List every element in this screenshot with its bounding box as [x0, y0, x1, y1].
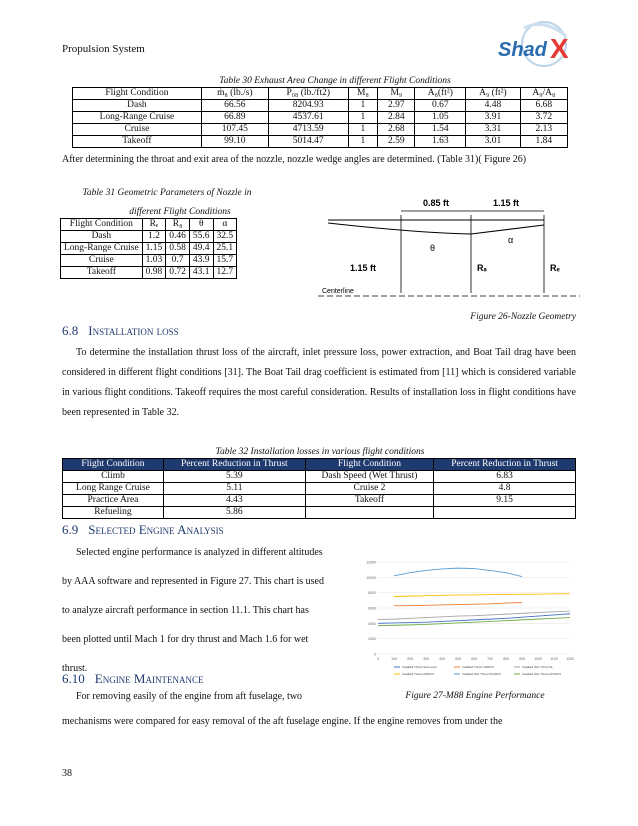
table32-cell: Long Range Cruise [63, 483, 164, 495]
series-line [394, 568, 522, 576]
table30-cell: 1 [348, 112, 378, 124]
table31-header-cell: Flight Condition [61, 219, 143, 231]
figure26-caption: Figure 26-Nozzle Geometry [470, 312, 576, 322]
table30 [72, 87, 568, 148]
table31-cell: 0.58 [166, 243, 190, 255]
x-tick-label: 800 [503, 657, 509, 661]
table31-cell: 0.72 [166, 267, 190, 279]
table30-header-cell: A₈(ft²) [415, 88, 466, 100]
table31 [60, 218, 237, 279]
table30-cell: 3.31 [466, 124, 520, 136]
x-tick-label: 200 [407, 657, 413, 661]
table30-cell: Takeoff [73, 136, 202, 148]
table31-cell: 1.2 [142, 231, 166, 243]
x-tick-label: 1200 [566, 657, 574, 661]
y-tick-label: 2000 [368, 637, 376, 642]
svg-text:X: X [550, 33, 569, 64]
table31-cell: 43.9 [189, 255, 213, 267]
table31-cell: Long-Range Cruise [61, 243, 143, 255]
table32-cell: 6.83 [434, 471, 576, 483]
para-line: by AAA software and represented in Figure 27. This chart is used [62, 576, 324, 587]
legend-label: Installed Wet Thrust 30,000 ft [462, 672, 502, 676]
x-tick-label: 300 [423, 657, 429, 661]
table30-cell: 66.89 [201, 112, 268, 124]
re-label: Rₑ [550, 263, 560, 273]
table32-cell: Practice Area [63, 495, 164, 507]
table31-row [61, 243, 237, 255]
table32-cell: 5.86 [163, 507, 305, 519]
paragraph-table31-intro: After determining the throat and exit area of the nozzle, nozzle wedge angles are determined. (Table 31)( Figure 26) [62, 154, 527, 165]
table30-row [73, 124, 568, 136]
para-line: been plotted until Mach 1 for dry thrust and Mach 1.6 for wet [62, 634, 309, 645]
table32-cell: Dash Speed (Wet Thrust) [305, 471, 433, 483]
table31-cell: 0.46 [166, 231, 190, 243]
table30-caption: Table 30 Exhaust Area Change in different Flight Conditions [219, 76, 451, 86]
shadx-logo [494, 16, 576, 76]
centerline-label: Centerline [322, 288, 354, 295]
y-tick-label: 8000 [368, 591, 376, 596]
table30-cell: Dash [73, 100, 202, 112]
table30-cell: 99.10 [201, 136, 268, 148]
x-tick-label: 900 [519, 657, 525, 661]
table31-header-cell: Rₑ [142, 219, 166, 231]
table31-header-cell: R₈ [166, 219, 190, 231]
table31-cell: Takeoff [61, 267, 143, 279]
table30-cell: 6.68 [520, 100, 567, 112]
series-line [394, 603, 522, 606]
table30-header-cell: P₀₈ (lb./ft2) [268, 88, 348, 100]
y-tick-label: 4000 [368, 621, 376, 626]
table30-header-row [73, 88, 568, 100]
table30-cell: 1 [348, 100, 378, 112]
table30-cell: 1.05 [415, 112, 466, 124]
table32-cell: 4.8 [434, 483, 576, 495]
para-line: Selected engine performance is analyzed in different altitudes [76, 547, 323, 558]
legend-label: Installed Wet Thrust 40,000 ft [522, 672, 562, 676]
para-line: to analyze aircraft performance in section 11.1. This chart has [62, 605, 309, 616]
table31-caption-line2: different Flight Conditions [129, 207, 231, 217]
table32 [62, 458, 576, 519]
x-tick-label: 600 [471, 657, 477, 661]
table31-cell: 32.5 [213, 231, 237, 243]
table31-cell: Dash [61, 231, 143, 243]
paragraph-engine-analysis [62, 543, 348, 679]
table32-row [63, 483, 576, 495]
table32-header-cell: Flight Condition [305, 459, 433, 471]
running-header: Propulsion System [62, 43, 145, 55]
paragraph-maintenance-line2: mechanisms were compared for easy removal of the aft fuselage engine. If the engine removes from under the [62, 716, 503, 727]
table30-header-cell: M₈ [348, 88, 378, 100]
rs-label: Rₛ [477, 263, 487, 273]
table31-cell: 55.6 [189, 231, 213, 243]
table30-cell: Cruise [73, 124, 202, 136]
table30-row [73, 100, 568, 112]
section-number: 6.8 [62, 323, 79, 338]
engine-performance-chart [358, 556, 576, 686]
x-tick-label: 1000 [534, 657, 542, 661]
table32-header-cell: Percent Reduction in Thrust [434, 459, 576, 471]
table31-cell: 25.1 [213, 243, 237, 255]
table32-cell: 9.15 [434, 495, 576, 507]
table30-row [73, 136, 568, 148]
table30-cell: 3.72 [520, 112, 567, 124]
table30-header-cell: A₉ (ft²) [466, 88, 520, 100]
table30-cell: 66.56 [201, 100, 268, 112]
dim-label-1: 0.85 ft [422, 198, 450, 208]
section-6-9-heading [62, 522, 224, 538]
table32-cell: 5.11 [163, 483, 305, 495]
table30-header-cell: A₉/A₈ [520, 88, 567, 100]
table30-cell: 3.01 [466, 136, 520, 148]
table30-cell: 2.84 [378, 112, 415, 124]
alpha-label: α [508, 235, 514, 245]
table30-cell: 107.45 [201, 124, 268, 136]
x-tick-label: 100 [391, 657, 397, 661]
table31-row [61, 267, 237, 279]
section-6-8-heading [62, 323, 179, 339]
legend-label: Installed Thrust 10000 ft [462, 665, 495, 669]
x-tick-label: 400 [439, 657, 445, 661]
table30-cell: 3.91 [466, 112, 520, 124]
table31-cell: 1.15 [142, 243, 166, 255]
series-line [378, 611, 570, 619]
table30-header-cell: ṁ₈ (lb./s) [201, 88, 268, 100]
table31-cell: 0.98 [142, 267, 166, 279]
dim-label-2: 1.15 ft [492, 198, 520, 208]
table30-cell: Long-Range Cruise [73, 112, 202, 124]
section-title: Installation loss [88, 323, 179, 338]
table31-cell: 49.4 [189, 243, 213, 255]
table32-cell: Refueling [63, 507, 164, 519]
table32-cell [305, 507, 433, 519]
x-tick-label: 700 [487, 657, 493, 661]
figure27-caption: Figure 27-M88 Engine Performance [405, 691, 545, 701]
table30-cell: 2.13 [520, 124, 567, 136]
table30-cell: 1.63 [415, 136, 466, 148]
table31-header-cell: α [213, 219, 237, 231]
page-number: 38 [62, 768, 72, 779]
y-tick-label: 0 [374, 652, 376, 657]
table30-header-cell: Flight Condition [73, 88, 202, 100]
section-title: Engine Maintenance [94, 671, 204, 686]
table30-cell: 2.97 [378, 100, 415, 112]
table31-caption-line1: Table 31 Geometric Parameters of Nozzle in [82, 188, 252, 198]
table31-cell: 43.1 [189, 267, 213, 279]
table32-caption: Table 32 Installation losses in various flight conditions [215, 447, 425, 457]
table30-cell: 8204.93 [268, 100, 348, 112]
table32-cell: 5.39 [163, 471, 305, 483]
theta-label: θ [430, 243, 436, 253]
table30-cell: 4713.59 [268, 124, 348, 136]
table32-cell: Climb [63, 471, 164, 483]
nozzle-geometry-figure [318, 193, 580, 305]
series-line [394, 594, 570, 597]
table30-row [73, 112, 568, 124]
table30-cell: 1.54 [415, 124, 466, 136]
legend-label: Installed Wet Thrust SL [522, 665, 554, 669]
section-title: Selected Engine Analysis [88, 522, 224, 537]
paragraph-maintenance-line1: For removing easily of the engine from aft fuselage, two [76, 691, 303, 702]
table30-header-cell: M₉ [378, 88, 415, 100]
section-number: 6.9 [62, 522, 79, 537]
table30-cell: 1 [348, 124, 378, 136]
table31-cell: 1.03 [142, 255, 166, 267]
table32-cell: Cruise 2 [305, 483, 433, 495]
table30-cell: 0.67 [415, 100, 466, 112]
x-tick-label: 500 [455, 657, 461, 661]
y-tick-label: 10000 [366, 575, 376, 580]
para-line: thrust. [62, 663, 88, 674]
table30-cell: 2.59 [378, 136, 415, 148]
table32-row [63, 507, 576, 519]
table31-cell: Cruise [61, 255, 143, 267]
table32-header-cell: Flight Condition [63, 459, 164, 471]
svg-text:Shad: Shad [498, 39, 547, 61]
section-number: 6.10 [62, 671, 85, 686]
table31-cell: 15.7 [213, 255, 237, 267]
table31-cell: 12.7 [213, 267, 237, 279]
table32-header-row [63, 459, 576, 471]
table32-header-cell: Percent Reduction in Thrust [163, 459, 305, 471]
table30-cell: 2.68 [378, 124, 415, 136]
dim-label-3: 1.15 ft [349, 263, 377, 273]
legend-label: Installed Thrust Sea Level [402, 665, 437, 669]
table31-row [61, 231, 237, 243]
table31-row [61, 255, 237, 267]
table32-cell: Takeoff [305, 495, 433, 507]
table30-cell: 4537.61 [268, 112, 348, 124]
table30-cell: 5014.47 [268, 136, 348, 148]
table32-cell: 4.43 [163, 495, 305, 507]
x-tick-label: 1100 [550, 657, 558, 661]
table32-cell [434, 507, 576, 519]
table32-row [63, 495, 576, 507]
x-tick-label: 0 [377, 657, 379, 661]
table31-header-row [61, 219, 237, 231]
paragraph-installation-loss: To determine the installation thrust loss of the aircraft, inlet pressure loss, power extraction, and Boat Tail drag have been considered in different flight conditions [31]. The Boat Tail drag coefficient is estimated from [11] which is considered variable in various flight conditions. Takeoff requires the most careful consideration. Results of installation loss in flight conditions have been represented in Table 32. [62, 347, 576, 418]
legend-label: Installed Thrust 20000 ft [402, 672, 435, 676]
table30-cell: 1 [348, 136, 378, 148]
table30-cell: 4.48 [466, 100, 520, 112]
table30-cell: 1.84 [520, 136, 567, 148]
y-tick-label: 6000 [368, 606, 376, 611]
section-6-10-heading [62, 671, 203, 687]
table32-row [63, 471, 576, 483]
table31-header-cell: θ [189, 219, 213, 231]
table31-cell: 0.7 [166, 255, 190, 267]
y-tick-label: 12000 [366, 560, 376, 565]
